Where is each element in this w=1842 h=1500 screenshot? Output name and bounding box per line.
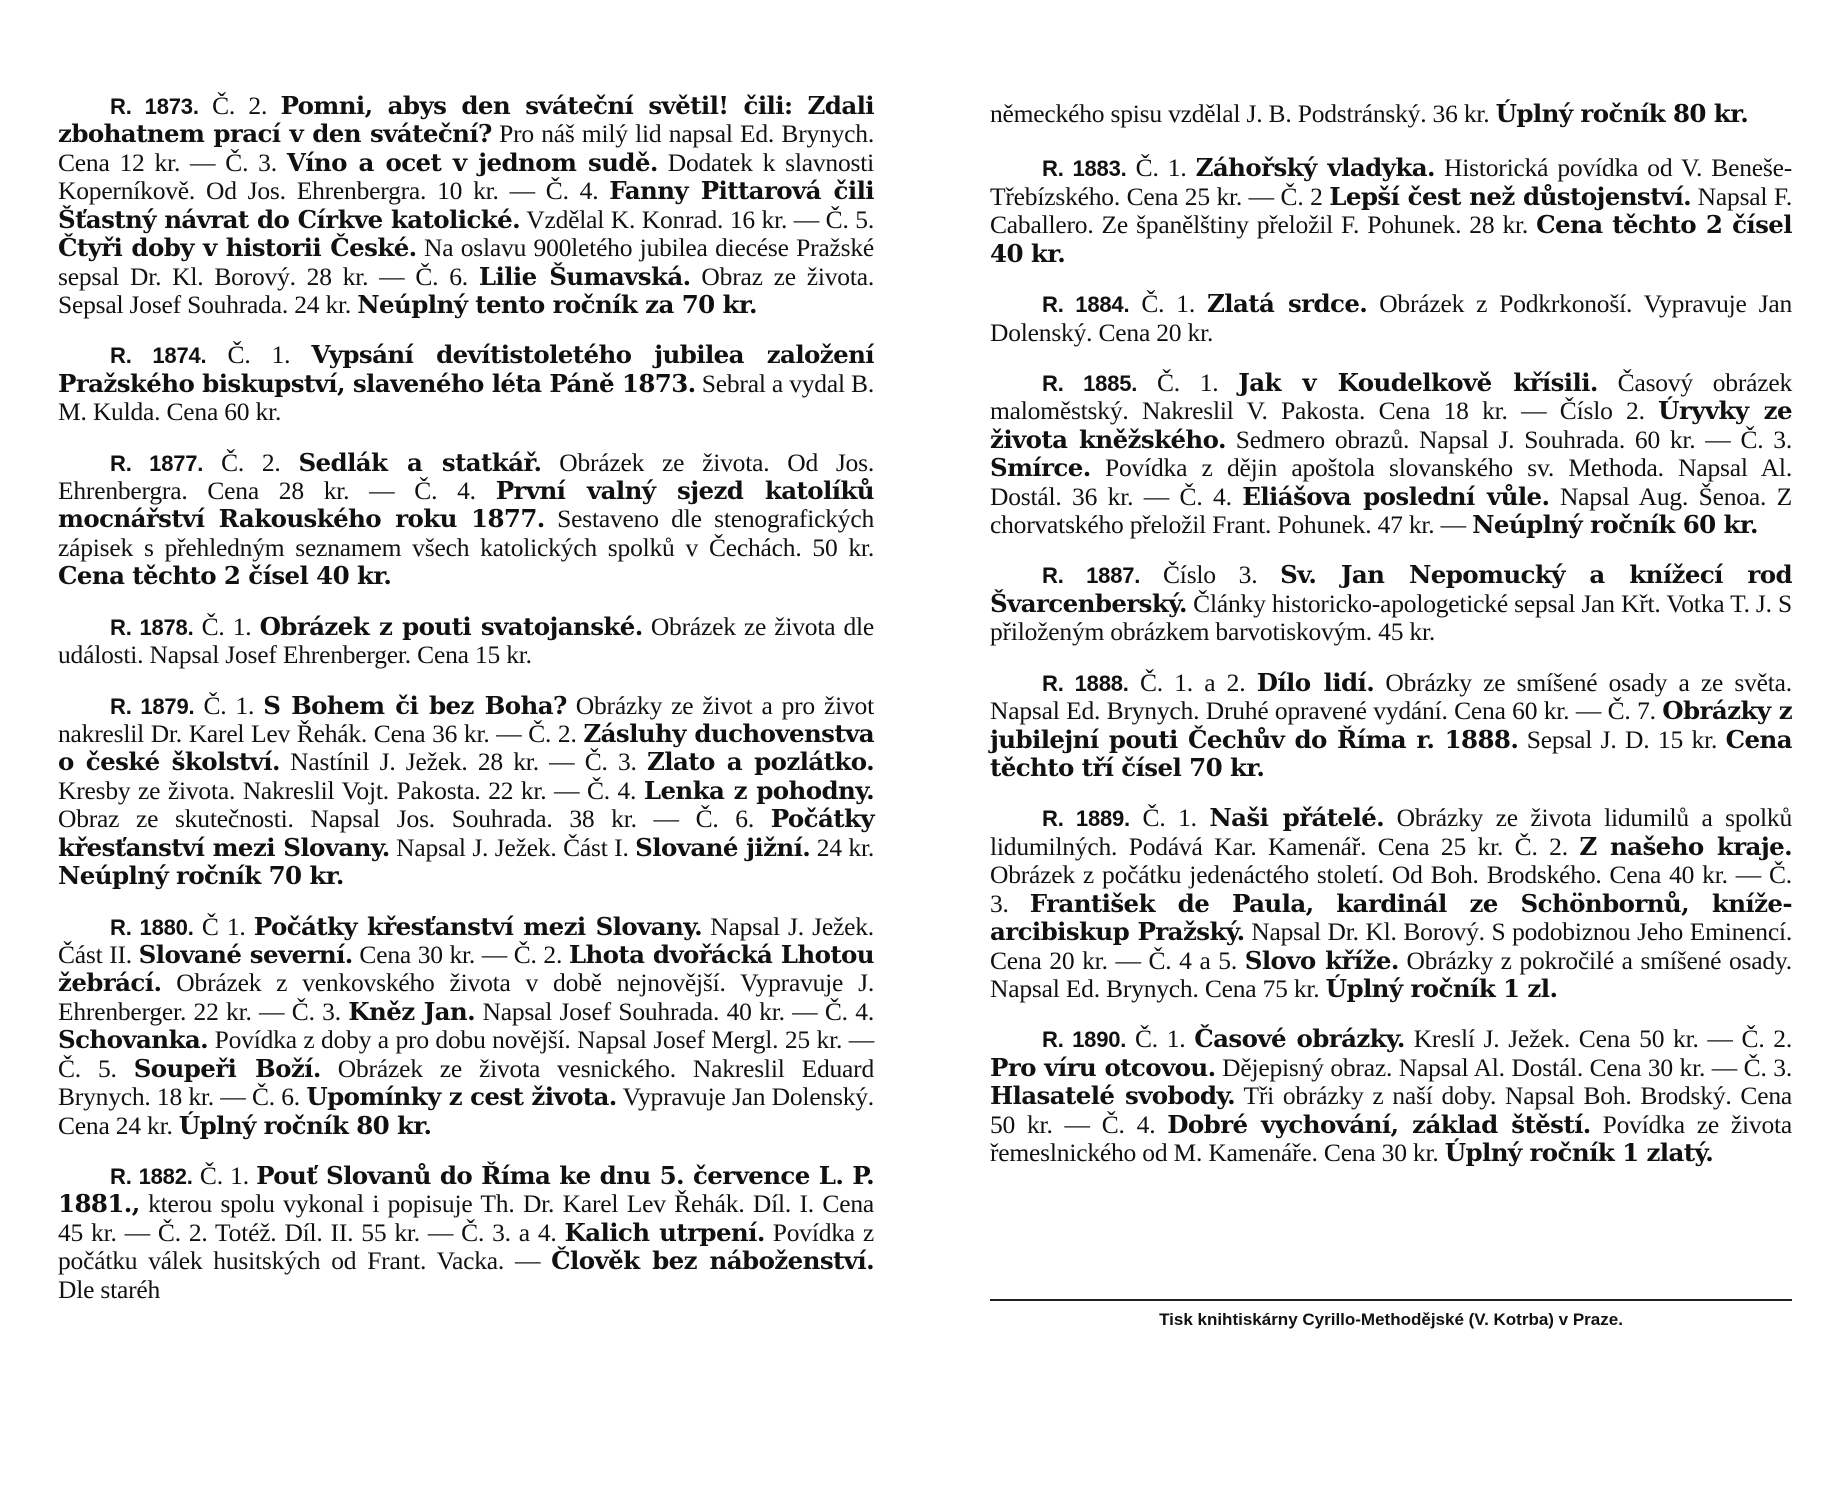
entry-text: Dodatek k slavnosti Koperníkově. Od Jos. Ehrenbergra. 10 kr. — Č. 4. bbox=[58, 147, 874, 206]
entry-title: Čtyři doby v historii České. bbox=[58, 233, 417, 263]
entry-1883 bbox=[990, 154, 1792, 268]
printer-imprint: Tisk knihtiskárny Cyrillo-Methodějské (V. Kotrba) v Praze. bbox=[1159, 1310, 1623, 1329]
entry-text: Historická povídka od V. Beneše-Třebízského. Cena 25 kr. — Č. 2 bbox=[990, 153, 1792, 211]
left-column bbox=[58, 92, 874, 1326]
entry-title: Hlasatelé svobody. bbox=[990, 1081, 1236, 1111]
entry-text: Napsal Aug. Šenoa. Z chorvatského přeložil Frant. Pohunek. 47 kr. — bbox=[990, 481, 1792, 540]
entry-title: Schovanka. bbox=[58, 1025, 209, 1055]
year-label: R. 1885. bbox=[1042, 370, 1138, 396]
entry-1878 bbox=[58, 613, 874, 670]
imprint-divider bbox=[990, 1299, 1792, 1301]
year-label: R. 1878. bbox=[110, 614, 194, 640]
entry-text: Pro náš milý lid napsal Ed. Brynych. Cena 12 kr. — Č. 3. bbox=[58, 119, 874, 177]
entry-title: Pro víru otcovou. bbox=[990, 1052, 1216, 1082]
entry-text: Napsal Josef Souhrada. 40 kr. — Č. 4. bbox=[475, 996, 874, 1026]
entry-text: Články historicko-apologetické sepsal Jan Křt. Votka T. J. S přiloženým obrázkem barvotiskovým. 45 kr. bbox=[990, 588, 1792, 647]
entry-text: Dějepisný obraz. Napsal Al. Dostál. Cena 30 kr. — Č. 3. bbox=[1215, 1052, 1792, 1082]
entry-title: Soupeři Boží. bbox=[133, 1053, 321, 1083]
entry-text: Obrázek z Podkrkonoší. Vypravuje Jan Dolenský. Cena 20 kr. bbox=[990, 289, 1792, 347]
entry-title: Časové obrázky. bbox=[1194, 1024, 1405, 1054]
entry-title: Fanny Pittarová čili Šťastný návrat do Církve katolické. bbox=[58, 176, 874, 234]
entry-title: Úryvky ze života kněžského. bbox=[990, 396, 1792, 454]
entry-1884 bbox=[990, 290, 1792, 347]
entry-text: 24 kr. bbox=[810, 832, 875, 862]
entry-title: Obrázek z pouti svatojanské. bbox=[259, 611, 643, 641]
entry-text: kterou spolu vykonal i popisuje Th. Dr. Karel Lev Řehák. Díl. I. Cena 45 kr. — Č. 2. Totéž. Díl. II. 55 kr. — Č. 3. a 4. bbox=[58, 1189, 874, 1247]
entry-title: Úplný ročník 1 zlatý. bbox=[1444, 1138, 1714, 1168]
entry-continuation bbox=[990, 100, 1792, 128]
entry-title: Neúplný ročník 60 kr. bbox=[1472, 510, 1758, 540]
entry-text: Obrázek ze života dle události. Napsal Josef Ehrenberger. Cena 15 kr. bbox=[58, 611, 875, 670]
entry-text: Vzdělal K. Konrad. 16 kr. — Č. 5. bbox=[520, 204, 874, 234]
entry-title: Pomni, abys den sváteční světil! čili: Zdali zbohatnem prací v den sváteční? bbox=[58, 91, 875, 149]
entry-text: Povídka z dějin apoštola slovanského sv. Methoda. Napsal Al. Dostál. 36 kr. — Č. 4. bbox=[990, 453, 1792, 511]
entry-text: Napsal J. Ježek. Část II. bbox=[58, 911, 874, 969]
entry-text: Nastínil J. Ježek. 28 kr. — Č. 3. bbox=[279, 747, 648, 777]
entry-title: Kněz Jan. bbox=[348, 996, 476, 1026]
entry-title: František de Paula, kardinál ze Schönbornů, kníže-arcibiskup Pražský. bbox=[990, 888, 1792, 947]
year-label: R. 1874. bbox=[110, 343, 207, 369]
entry-text: Sepsal J. D. 15 kr. bbox=[1518, 724, 1726, 754]
year-label: R. 1889. bbox=[1042, 806, 1130, 832]
entry-text: Cena 30 kr. — Č. 2. bbox=[352, 939, 569, 969]
entry-1888 bbox=[990, 669, 1792, 783]
year-label: R. 1884. bbox=[1042, 292, 1130, 318]
entry-text: Napsal F. Caballero. Ze španělštiny přeložil F. Pohunek. 28 kr. bbox=[990, 181, 1792, 240]
entry-text: Tři obrázky z naší doby. Napsal Boh. Brodský. Cena 50 kr. — Č. 4. bbox=[990, 1081, 1792, 1139]
entry-text: Sebral a vydal B. M. Kulda. Cena 60 kr. bbox=[58, 368, 875, 427]
year-label: R. 1883. bbox=[1042, 156, 1127, 182]
entry-1885 bbox=[990, 369, 1792, 540]
year-label: R. 1880. bbox=[110, 914, 194, 940]
entry-1874 bbox=[58, 341, 874, 426]
entry-text: Na oslavu 900letého jubilea diecése Pražské sepsal Dr. Kl. Borový. 28 kr. — Č. 6. bbox=[58, 233, 874, 291]
entry-text: Č. 1. bbox=[206, 340, 312, 370]
entry-title: Úplný ročník 80 kr. bbox=[178, 1110, 432, 1140]
entry-title: Z našeho kraje. bbox=[1579, 831, 1793, 861]
year-label: R. 1890. bbox=[1042, 1027, 1127, 1053]
entry-1877 bbox=[58, 449, 874, 591]
year-label: R. 1887. bbox=[1042, 563, 1141, 589]
entry-title: Počátky křesťanství mezi Slovany. bbox=[253, 911, 703, 941]
year-label: R. 1873. bbox=[110, 94, 199, 119]
entry-title: Víno a ocet v jednom sudě. bbox=[286, 147, 658, 177]
entry-title: Cena těchto 2 čísel 40 kr. bbox=[58, 561, 392, 591]
entry-text: Č. 2. bbox=[198, 91, 281, 120]
entry-text: Č. 1. bbox=[192, 1160, 257, 1190]
entry-title: Lilie Šumavská. bbox=[478, 261, 691, 291]
entry-text: Č. 1. bbox=[1137, 367, 1239, 397]
entry-1882 bbox=[58, 1162, 874, 1304]
entry-title: Lepší čest než důstojenství. bbox=[1329, 181, 1692, 211]
entry-title: Neúplný ročník 70 kr. bbox=[58, 861, 344, 891]
entry-title: Obrázky z jubilejní pouti Čechův do Říma r. 1888. bbox=[990, 696, 1793, 754]
entry-title: Zlatá srdce. bbox=[1206, 289, 1368, 319]
entry-title: Zlato a pozlátko. bbox=[647, 747, 874, 777]
entry-title: Pouť Slovanů do Říma ke dnu 5. července L. P. 1881., bbox=[58, 1160, 874, 1219]
entry-text: Číslo 3. bbox=[1140, 560, 1281, 590]
entry-title: Počátky křesťanství mezi Slovany. bbox=[58, 804, 874, 862]
entry-title: Eliášova poslední vůle. bbox=[1242, 481, 1550, 511]
entry-title: Člověk bez náboženství. bbox=[551, 1246, 875, 1276]
entry-1879 bbox=[58, 692, 874, 891]
entry-title: Upomínky z cest života. bbox=[306, 1082, 617, 1112]
entry-title: Slovo kříže. bbox=[1244, 945, 1399, 975]
entry-text: Obraz ze skutečnosti. Napsal Jos. Souhrada. 38 kr. — Č. 6. bbox=[58, 804, 771, 834]
entry-text: Obrázek ze života vesnického. Nakreslil Eduard Brynych. 18 kr. — Č. 6. bbox=[58, 1053, 875, 1112]
year-label: R. 1877. bbox=[110, 450, 204, 476]
entry-title: Lhota dvořácká Lhotou žebrácí. bbox=[58, 939, 874, 998]
entry-text: Č. 1. bbox=[194, 690, 264, 720]
entry-title: Sv. Jan Nepomucký a knížecí rod Švarcenberský. bbox=[990, 560, 1792, 618]
year-label: R. 1879. bbox=[110, 693, 195, 719]
entry-title: Dílo lidí. bbox=[1256, 667, 1375, 697]
entry-text: Č 1. bbox=[193, 911, 254, 941]
entry-title: První valný sjezd katolíků mocnářství Rakouského roku 1877. bbox=[58, 476, 875, 534]
entry-text: Napsal J. Ježek. Část I. bbox=[389, 832, 636, 862]
entry-title: Lenka z pohodny. bbox=[643, 775, 874, 805]
entry-text: Č. 2. bbox=[203, 447, 299, 477]
entry-text: Povídka z doby a pro dobu novější. Napsal Josef Mergl. 25 kr. — Č. 5. bbox=[58, 1025, 874, 1083]
entry-title: Slované jižní. bbox=[635, 832, 811, 862]
entry-title: Kalich utrpení. bbox=[564, 1217, 765, 1247]
entry-text: Obrázek z počátku jedenáctého století. Od Boh. Brodského. Cena 40 kr. — Č. 3. bbox=[990, 860, 1792, 918]
entry-text: Vypravuje Jan Dolenský. Cena 24 kr. bbox=[58, 1082, 874, 1140]
entry-title: Dobré vychování, základ štěstí. bbox=[1167, 1109, 1591, 1139]
entry-1890 bbox=[990, 1025, 1792, 1167]
entry-text: Č. 1. bbox=[1129, 289, 1207, 319]
entry-title: Slované severní. bbox=[138, 939, 353, 969]
entry-title: Záhořský vladyka. bbox=[1195, 153, 1435, 183]
entry-text: Č. 1. a 2. bbox=[1128, 667, 1257, 697]
entry-1880 bbox=[58, 913, 874, 1140]
entry-title: Cena těchto 2 čísel 40 kr. bbox=[990, 210, 1792, 268]
year-label: R. 1882. bbox=[110, 1163, 193, 1189]
entry-text: Č. 1. bbox=[1129, 803, 1210, 833]
right-column bbox=[990, 100, 1792, 1190]
entry-1873 bbox=[58, 92, 874, 319]
entry-text: Sedmero obrazů. Napsal J. Souhrada. 60 kr. — Č. 3. bbox=[1225, 424, 1792, 454]
entry-text: Sestaveno dle stenografických zápisek s přehledným seznamem všech katolických spolků v Čechách. 50 kr. bbox=[58, 504, 874, 562]
entry-title: Naši přátelé. bbox=[1209, 803, 1385, 833]
entry-text: Obraz ze života. Sepsal Josef Souhrada. 24 kr. bbox=[58, 261, 875, 319]
entry-text: Obrázky ze život a pro život nakreslil Dr. Karel Lev Řehák. Cena 36 kr. — Č. 2. bbox=[58, 690, 874, 749]
entry-text: Obrázky ze života lidumilů a spolků lidumilných. Podává Kar. Kamenář. Cena 25 kr. Č. 2. bbox=[990, 803, 1792, 861]
entry-text: Obrázky z pokročilé a smíšené osady. Napsal Ed. Brynych. Cena 75 kr. bbox=[990, 945, 1792, 1003]
entry-title: Úplný ročník 1 zl. bbox=[1325, 973, 1558, 1003]
entry-1889 bbox=[990, 804, 1792, 1003]
entry-title: Úplný ročník 80 kr. bbox=[1495, 99, 1749, 128]
entry-title: Vypsání devítistoletého jubilea založení Pražského biskupství, slaveného léta Páně 1873. bbox=[58, 340, 874, 398]
year-label: R. 1888. bbox=[1042, 670, 1129, 696]
entry-text: německého spisu vzdělal J. B. Podstránský. 36 kr. bbox=[990, 99, 1496, 128]
entry-text: Č. 1. bbox=[1126, 153, 1196, 183]
entry-title: Sedlák a statkář. bbox=[298, 447, 542, 477]
entry-text: Napsal Dr. Kl. Borový. S podobiznou Jeho Eminencí. Cena 20 kr. — Č. 4 a 5. bbox=[990, 917, 1792, 975]
entry-title: Smírce. bbox=[990, 453, 1091, 483]
entry-1887 bbox=[990, 561, 1792, 646]
entry-text: Č. 1. bbox=[1126, 1024, 1195, 1054]
entry-text: Povídka ze života řemeslnického od M. Kamenáře. Cena 30 kr. bbox=[990, 1109, 1792, 1168]
entry-text: Obrázky ze smíšené osady a ze světa. Napsal Ed. Brynych. Druhé opravené vydání. Cena 60 kr. — Č. 7. bbox=[990, 667, 1792, 726]
entry-text: Obrázek ze života. Od Jos. Ehrenbergra. Cena 28 kr. — Č. 4. bbox=[58, 447, 875, 506]
entry-text: Kreslí J. Ježek. Cena 50 kr. — Č. 2. bbox=[1404, 1024, 1792, 1054]
entry-text: Povídka z počátku válek husitských od Frant. Vacka. — bbox=[58, 1217, 874, 1276]
entry-title: Neúplný tento ročník za 70 kr. bbox=[357, 289, 757, 319]
entry-text: Kresby ze života. Nakreslil Vojt. Pakosta. 22 kr. — Č. 4. bbox=[58, 775, 644, 805]
entry-text: Časový obrázek maloměstský. Nakreslil V. Pakosta. Cena 18 kr. — Číslo 2. bbox=[990, 367, 1793, 426]
entry-text: Č. 1. bbox=[193, 611, 260, 641]
entry-title: Cena těchto tří čísel 70 kr. bbox=[990, 724, 1792, 783]
entry-text: Obrázek z venkovského života v době nejnovější. Vypravuje J. Ehrenberger. 22 kr. — Č. 3. bbox=[58, 968, 874, 1026]
entry-text: Dle staréh bbox=[58, 1274, 161, 1304]
entry-title: Jak v Koudelkově křísili. bbox=[1238, 367, 1598, 397]
entry-title: Zásluhy duchovenstva o české školství. bbox=[58, 719, 874, 777]
entry-title: S Bohem či bez Boha? bbox=[263, 690, 567, 720]
